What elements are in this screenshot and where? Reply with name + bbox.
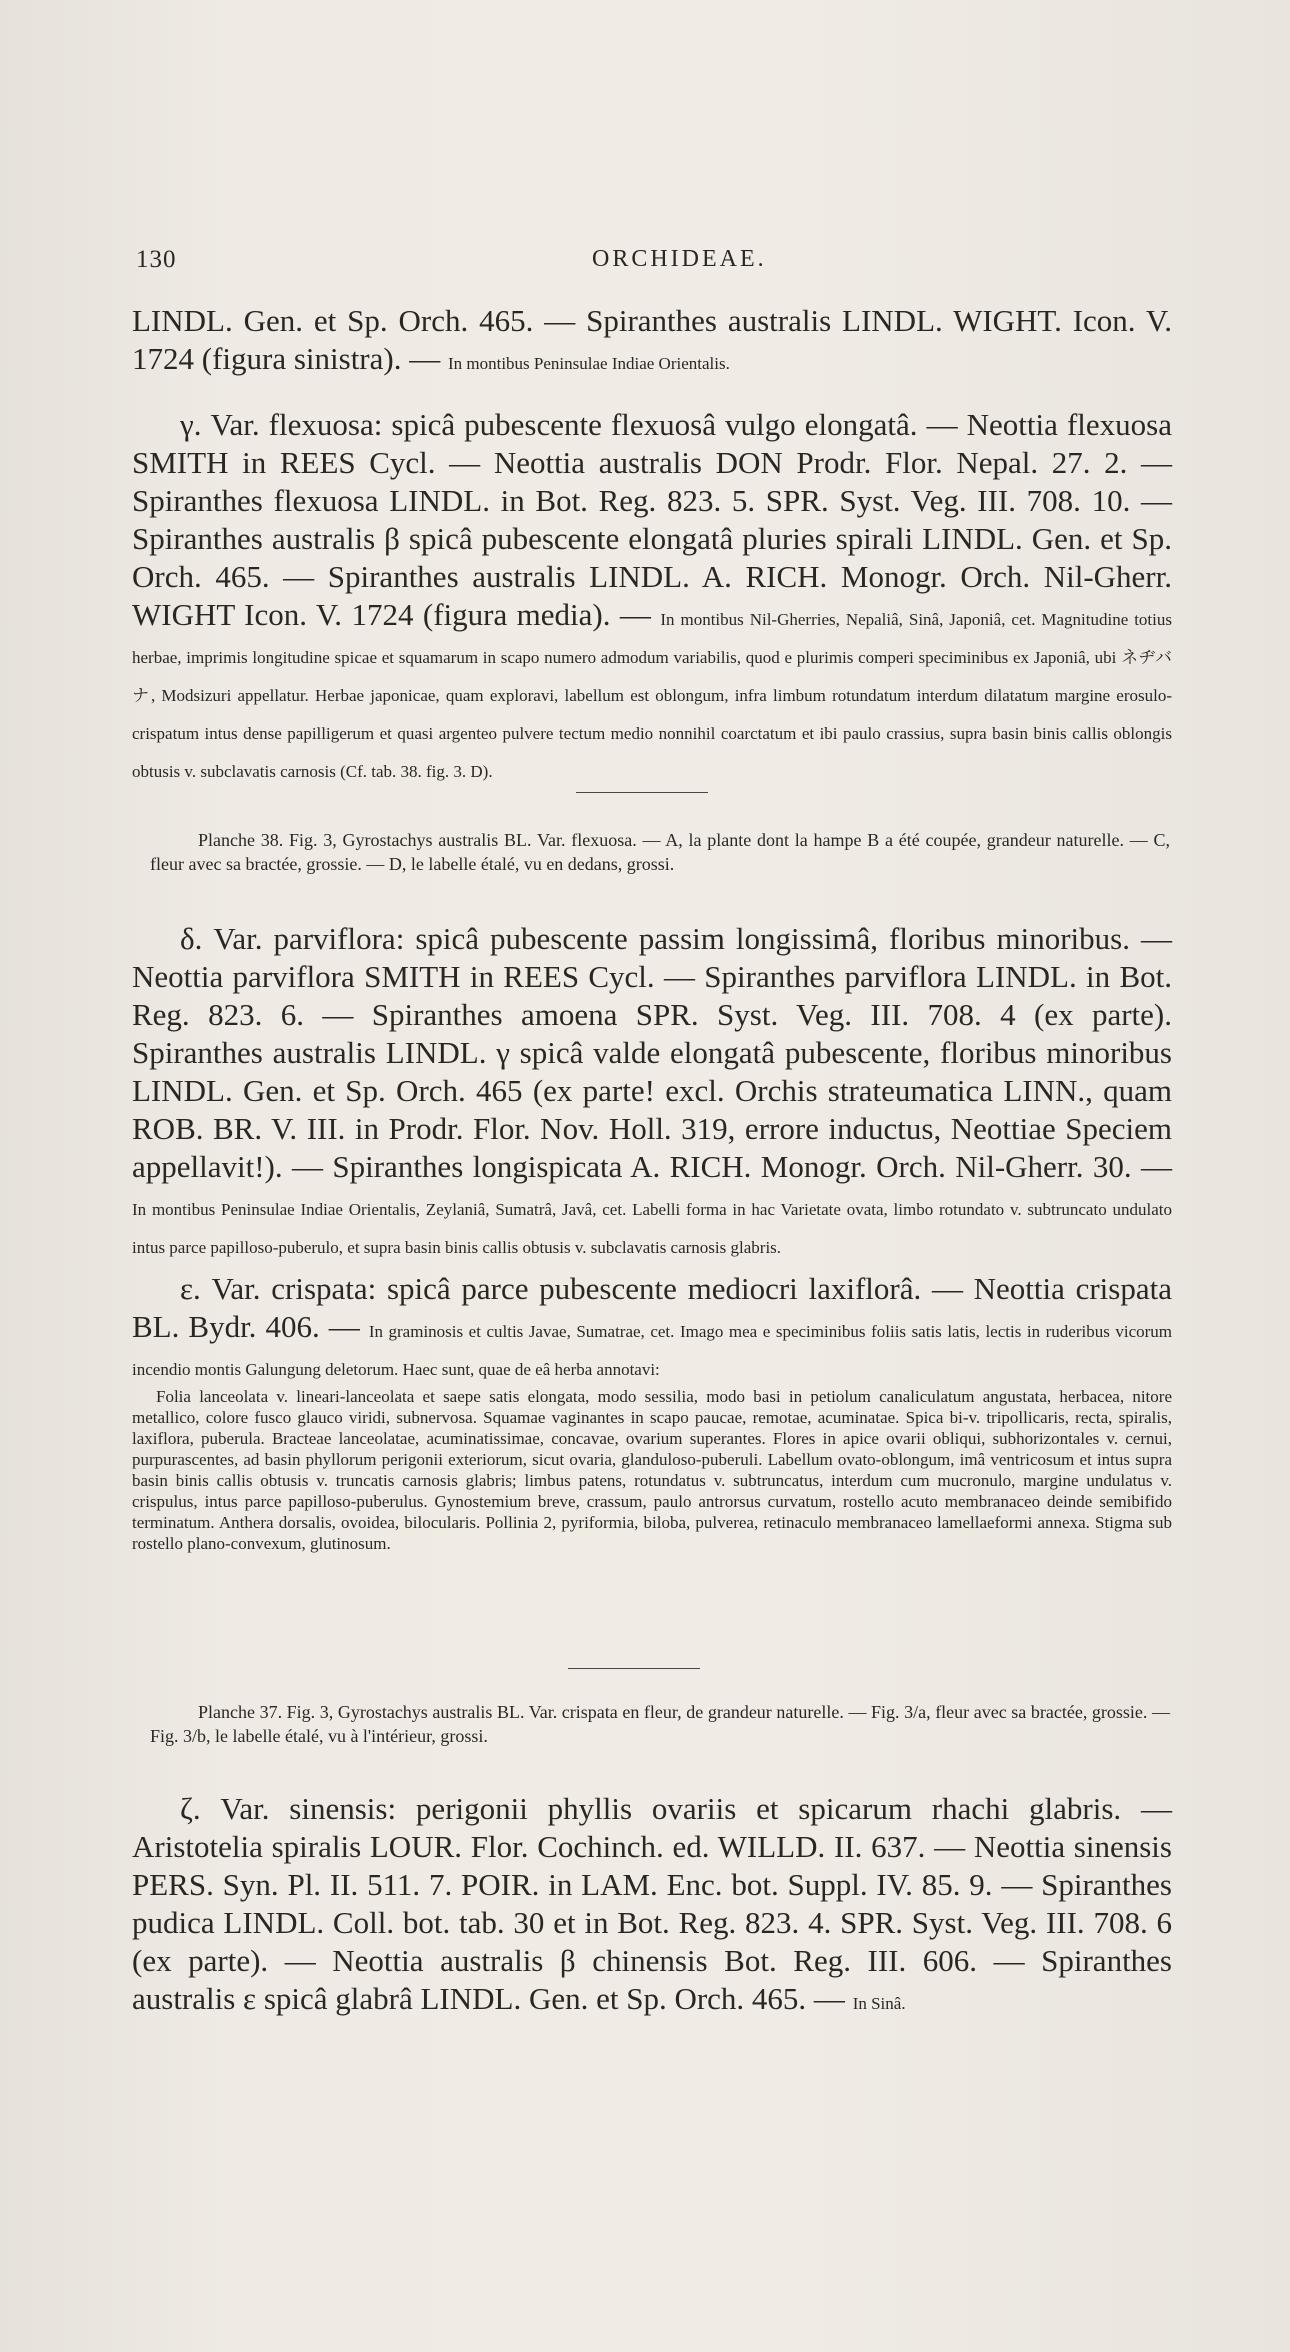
plate-37-caption-text: Planche 37. Fig. 3, Gyrostachys australis BL. Var. crispata en fleur, de grandeur naturelle. — Fig. 3/a, fleur avec sa bractée, grossie. — Fig. 3/b, le labelle étalé, vu à l'intérieur, grossi.	[150, 1702, 1170, 1746]
section-divider	[576, 792, 708, 793]
paragraph-var-flexuosa	[132, 406, 1172, 786]
crispata-main-text: ε. Var. crispata: spicâ parce pubescente mediocri laxiflorâ. — Neottia crispata BL. Bydr. 406. —	[132, 1271, 1172, 1344]
flexuosa-note: In montibus Nil-Gherries, Nepaliâ, Sinâ, Japoniâ, cet. Magnitudine totius herbae, imprimis longitudine spicae et squamarum in scapo numero admodum variabilis, quod e plurimis comperi speciminibus ex Japoniâ, ubi ネヂバナ, Modsizuri appellatur. Herbae japonicae, quam exploravi, labellum est oblongum, infra limbum rotundatum interdum dilatatum margine erosulo-crispatum intus dense papilligerum et quasi argenteo pulvere tectum medio nonnihil coarctatum et ibi paulo crassius, supra basin binis callis oblongis obtusis v. subclavatis carnosis (Cf. tab. 38. fig. 3. D).	[132, 610, 1172, 781]
page-number: 130	[136, 246, 177, 273]
paragraph-var-parviflora	[132, 920, 1172, 1262]
crispata-note: In graminosis et cultis Javae, Sumatrae, cet. Imago mea e speciminibus foliis satis latis, lectis in ruderibus vicorum incendio montis Galungung deletorum. Haec sunt, quae de eâ herba annotavi:	[132, 1322, 1173, 1379]
paragraph-continuation	[132, 302, 1172, 378]
sinensis-main-text: ζ. Var. sinensis: perigonii phyllis ovariis et spicarum rhachi glabris. — Aristotelia spiralis LOUR. Flor. Cochinch. ed. WILLD. II. 637. — Neottia sinensis PERS. Syn. Pl. II. 511. 7. POIR. in LAM. Enc. bot. Suppl. IV. 85. 9. — Spiranthes pudica LINDL. Coll. bot. tab. 30 et in Bot. Reg. 823. 4. SPR. Syst. Veg. III. 708. 6 (ex parte). — Neottia australis β chinensis Bot. Reg. III. 606. — Spiranthes australis ε spicâ glabrâ LINDL. Gen. et Sp. Orch. 465. —	[132, 1791, 1172, 2016]
sinensis-note: In Sinâ.	[852, 1994, 906, 2013]
section-var-flexuosa	[132, 406, 1172, 786]
parviflora-note: In montibus Peninsulae Indiae Orientalis, Zeylaniâ, Sumatrâ, Javâ, cet. Labelli forma in hac Varietate ovata, limbo rotundato v. subtruncato undulato intus parce papilloso-puberulo, et supra basin binis callis obtusis v. subclavatis carnosis glabris.	[132, 1200, 1172, 1257]
page-header	[136, 246, 1176, 286]
plate-37-caption	[150, 1700, 1170, 1748]
section-var-sinensis	[132, 1790, 1172, 2018]
running-title: ORCHIDEAE.	[592, 246, 767, 272]
section-var-crispata	[132, 1270, 1172, 1554]
continuation-locality-note: In montibus Peninsulae Indiae Orientalis.	[447, 354, 730, 373]
plate-38-caption	[150, 828, 1170, 876]
continuation-main-text: LINDL. Gen. et Sp. Orch. 465. — Spiranthes australis LINDL. WIGHT. Icon. V. 1724 (figura sinistra). —	[132, 303, 1172, 376]
section-var-parviflora	[132, 920, 1172, 1262]
plate-38-caption-text: Planche 38. Fig. 3, Gyrostachys australis BL. Var. flexuosa. — A, la plante dont la hampe B a été coupée, grandeur naturelle. — C, fleur avec sa bractée, grossie. — D, le labelle étalé, vu en dedans, grossi.	[150, 830, 1170, 874]
paragraph-var-crispata	[132, 1270, 1172, 1384]
section-continuation	[132, 302, 1172, 378]
crispata-description: Folia lanceolata v. lineari-lanceolata et saepe satis elongata, modo sessilia, modo basi in petiolum canaliculatum angustata, herbacea, nitore metallico, colore fusco glauco viridi, subnervosa. Squamae vaginantes in scapo paucae, remotae, acuminatae. Spica bi-v. tripollicaris, recta, spiralis, laxiflora, puberula. Bracteae lanceolatae, acuminatissimae, concavae, ovarium superantes. Flores in apice ovarii obliqui, subhorizontales v. cernui, purpurascentes, ad basin phyllorum perigonii exteriorum, sicut ovaria, glanduloso-puberuli. Labellum ovato-oblongum, imâ ventricosum et intus supra basin binis callis obtusis v. truncatis carnosis glabris; limbus patens, rotundatus v. subtruncatus, interdum cum mucronulo, margine undulatus v. crispulus, intus parce papilloso-puberulus. Gynostemium breve, crassum, paulo antrorsus curvatum, rostello acuto membranaceo deinde semibifido terminatum. Anthera dorsalis, ovoidea, bilocularis. Pollinia 2, pyriformia, biloba, pulverea, retinaculo membranaceo lamellaeformi annexa. Stigma sub rostello plano-convexum, glutinosum.	[132, 1387, 1172, 1553]
parviflora-main-text: δ. Var. parviflora: spicâ pubescente passim longissimâ, floribus minoribus. — Neottia parviflora SMITH in REES Cycl. — Spiranthes parviflora LINDL. in Bot. Reg. 823. 6. — Spiranthes amoena SPR. Syst. Veg. III. 708. 4 (ex parte). Spiranthes australis LINDL. γ spicâ valde elongatâ pubescente, floribus minoribus LINDL. Gen. et Sp. Orch. 465 (ex parte! excl. Orchis strateumatica LINN., quam ROB. BR. V. III. in Prodr. Flor. Nov. Holl. 319, errore inductus, Neottiae Speciem appellavit!). — Spiranthes longispicata A. RICH. Monogr. Orch. Nil-Gherr. 30. —	[132, 921, 1172, 1184]
paragraph-var-sinensis	[132, 1790, 1172, 2018]
flexuosa-main-text: γ. Var. flexuosa: spicâ pubescente flexuosâ vulgo elongatâ. — Neottia flexuosa SMITH in REES Cycl. — Neottia australis DON Prodr. Flor. Nepal. 27. 2. — Spiranthes flexuosa LINDL. in Bot. Reg. 823. 5. SPR. Syst. Veg. III. 708. 10. — Spiranthes australis β spicâ pubescente elongatâ pluries spirali LINDL. Gen. et Sp. Orch. 465. — Spiranthes australis LINDL. A. RICH. Monogr. Orch. Nil-Gherr. WIGHT Icon. V. 1724 (figura media). —	[132, 407, 1172, 632]
section-divider-2	[568, 1668, 700, 1669]
